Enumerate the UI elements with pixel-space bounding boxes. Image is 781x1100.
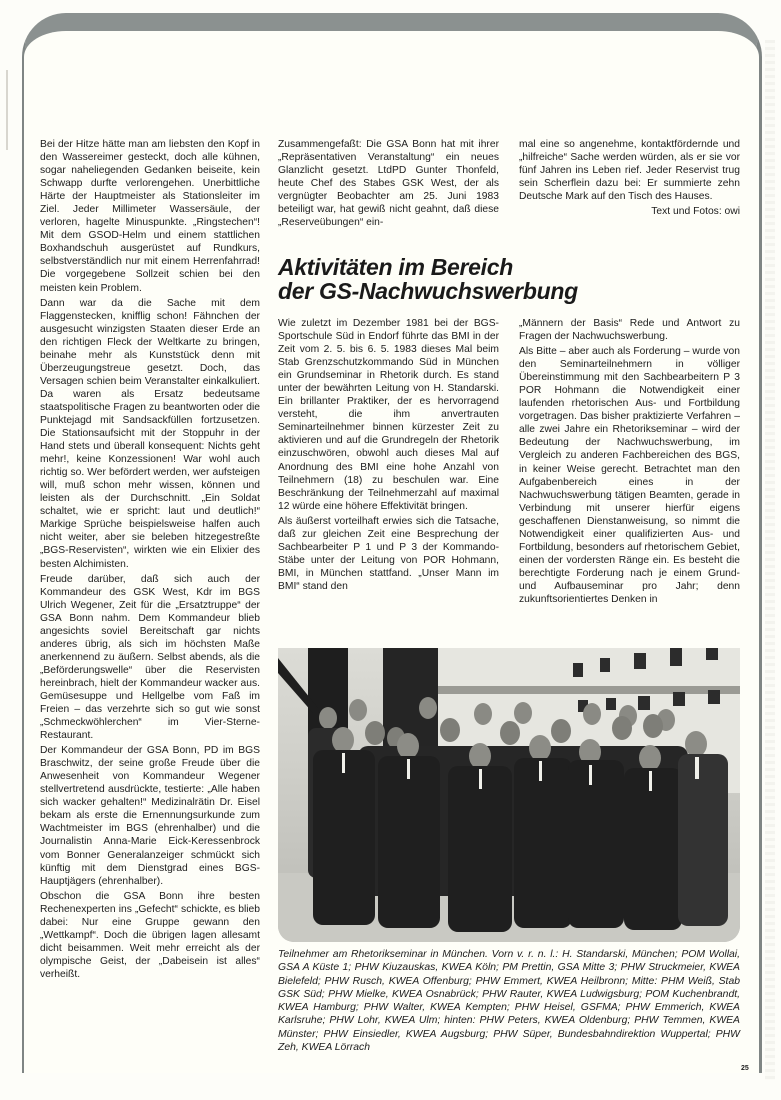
article1-column-2 [278,138,499,229]
article2-headline [278,255,748,303]
paragraph: Wie zuletzt im Dezember 1981 bei der BGS-Sportschule Süd in Endorf führte das BMI in der Zeit vom 2. 5. bis 6. 5. 1983 dieses Mal beim Stab Grenzschutzkommando Süd in München ein Grundseminar in Rhetorik durch. Es stand unter der bewährten Leitung von H. Standarski. Ein brillanter Praktiker, der es hervorragend versteht, die ihm anvertrauten Seminarteilnehmer binnen kürzester Zeit zu aktivieren und auf die Grundregeln der Rhetorik einzuschwören, obwohl auch dieses Mal auf Anordnung des BMI eine hohe Anzahl von Teilnehmern (18) zu beschulen war. Eine Beschränkung der Teilnehmerzahl auf maximal 12 würde eine höhere Effektivität bringen. [278,318,499,512]
page-edge-left [6,70,8,150]
paragraph: Obschon die GSA Bonn ihre besten Rechenexperten ins „Gefecht“ schickte, es blieb dabei: Nur eine Gruppe gewann den „Wettkampf“. Doch die übrigen lagen allesamt dicht beisammen. Weit mehr erreicht als der olympische Geist, der „Dabeisein ist alles“ verheißt. [40,890,260,980]
paragraph: Der Kommandeur der GSA Bonn, PD im BGS Braschwitz, der seine große Freude über die Anwesenheit von Kommandeur Wegener stellvertretend ausdrückte, testierte: „Alle haben sich wacker gehalten!“ Medizinalrätin Dr. Eisel bekam als erste die Ernennungsurkunde zum Wachtmeister im BGS (ehrenhalber) und die Journalistin Anna-Marie Eick-Keressenbrock vom Bonner Generalanzeiger schmückt sich künftig mit dem Dienstgrad eines BGS-Hauptjägers (ehrenhalber). [40,745,260,887]
article1-column-3 [519,138,740,218]
photo-caption: Teilnehmer am Rhetorikseminar in München. Vorn v. r. n. l.: H. Standarski, München; POM Wollai, GSA A Küste 1; PHW Kiuzauskas, KWEA Köln; PM Prettin, GSA Mitte 3; PHW Struckmeier, KWEA Bielefeld; PHW Rusch, KWEA Offenburg; PHW Emmert, KWEA Heilbronn; Mitte: PHM Weiß, Stab GSK Süd; PHW Mielke, KWEA Osnabrück; PHW Rauter, KWEA Ludwigsburg; POM Kuchenbrandt, KWEA Hamburg; PHW Walter, KWEA Kempten; PHW Heisel, GSFMA; PHW Emmerich, KWEA Karlsruhe; PHW Lohr, KWEA Ulm; hinten: PHW Peters, KWEA Oldenburg; PHW Temmen, KWEA Münster; PHW Einsiedler, KWEA Augsburg; PHW Süper, Bundesbahndirektion Wuppertal; PHW Zeh, KWEA Lörrach [278,949,740,1054]
paragraph: Zusammengefaßt: Die GSA Bonn hat mit ihrer „Repräsentativen Veranstaltung“ ein neues Glanzlicht gesetzt. LtdPD Gunter Thonfeld, heute Chef des Stabes GSK West, der als vergnügter Beobachter am 25. Juni 1983 beteiligt war, hat gewiß nicht geahnt, daß diese „Reserveübungen“ ein- [278,139,499,229]
paragraph: Dann war da die Sache mit dem Flaggenstecken, knifflig schon! Fähnchen der ausgesucht winzigsten Staaten dieser Erde an den richtigen Fleck der Weltkarte zu bringen, beinahe mehr als Kunststück denn mit Überzeugungstreue gesetzt. Doch, das Versagen schien beim Veranstalter einkalkuliert. Da waren als Ersatz bedeutsame staatspolitische Fragen zu beantworten oder die Punktejagd mit Sandsackfüllen fortzusetzen. Die Stationsaufsicht mit der Stoppuhr in der Hand stets und überall konsequent: Nichts geht mehr!, keine Konzessionen! War wohl auch richtig so. Wer befördert werden, wer aufsteigen will, muß schon mehr wissen, können und leisten als der Durchschnitt. „Ein Soldat schaltet, wie er spricht: laut und deutlich!“ Markige Sprüche beispielsweise halfen auch nicht weiter, aber sie beleben hitzegestreßte „BGS-Reservisten“, wirkten wie ein Elixier des besten Alchimisten. [40,297,260,570]
group-photo [278,648,740,942]
article2-column-2 [519,317,740,606]
headline-line-2: der GS-Nachwuchswerbung [278,278,578,304]
page-number: 25 [741,1065,749,1072]
group-photo-illustration [278,648,740,942]
page-edge-right [765,40,775,1080]
paragraph: Bei der Hitze hätte man am liebsten den Kopf in den Wassereimer gesteckt, doch alle kühnen, sogar naheliegenden Gedanken beiseite, kein Schwapp durfte verlorengehen. Unerbittliche Härte der Hauptmeister als Stationsleiter im Ziel. Jeder Millimeter Wassersäule, der verloren, hagelte Minuspunkte. „Ringstechen“! Mit dem GSOD-Helm und einem stattlichen Boxhandschuh ausgerüstet auf Rundkurs, selbstverständlich nur mit einem Herrenfahrrad! Die vorgegebene Sollzeit schien bei den meisten kein Problem. [40,139,260,294]
paragraph: mal eine so angenehme, kontaktfördernde und „hilfreiche“ Sache werden würden, als er sie vor fünf Jahren ins Leben rief. Jeder Reservist trug sein Scherflein dazu bei: Er summierte zehn Deutsche Mark auf den Tisch des Hauses. [519,139,740,203]
headline-line-1: Aktivitäten im Bereich [278,254,513,280]
paragraph: „Männern der Basis“ Rede und Antwort zu Fragen der Nachwuchswerbung. [519,318,740,343]
photo-credit: Text und Fotos: owi [651,206,740,218]
paragraph: Freude darüber, daß sich auch der Kommandeur des GSK West, Kdr im BGS Ulrich Wegener, Zeit für die „Ersatztruppe“ der GSA Bonn nahm. Dem Kommandeur blieb angesichts soviel Bereitschaft gar nichts anderes übrig, als sich im höchsten Maße anerkennend zu äußern. Selbst abends, als die „Beförderungswelle“ über die Reservisten hereinbrach, hielt der Kommandeur wacker aus. Gemüsesuppe und Hellgelbe vom Faß im Freien – das verzehrte sich so gut wie sonst „Schmeckwöhlerchen“ im Vier-Sterne-Restaurant. [40,573,260,742]
paragraph: Als Bitte – aber auch als Forderung – wurde von den Seminarteilnehmern in völliger Übereinstimmung mit den Sachbearbeitern P 3 POR Hohmann die Notwendigkeit einer laufenden rhetorischen Aus- und Fortbildung vorgetragen. Das bisher praktizierte Verfahren – alle zwei Jahre ein Rhetorikseminar – wird der Bedeutung der Nachwuchswerbung, im Vergleich zu anderen Fachbereichen des BGS, in keiner Weise gerecht. Betrachtet man den Aufgabenbereich eines in der Nachwuchswerbung tätigen Beamten, gerade in Verbindung mit unserer hierfür eigens geschaffenen Dienstanweisung, so nimmt die Notwendigkeit einer qualifizierten Aus- und Fortbildung, besonders auf rhetorischem Gebiet, einen der vordersten Ränge ein. Es besteht die berechtigte Forderung nach je einem Grund- und Aufbauseminar pro Jahr; denn zukunftsorientiertes Denken in [519,346,740,605]
article1-column-1 [40,138,260,981]
paragraph: Als äußerst vorteilhaft erwies sich die Tatsache, daß zur gleichen Zeit eine Besprechung der Sachbearbeiter P 1 und P 3 der Kommando-Stäbe unter der Leitung von POR Hohmann, BMI, in München stattfand. „Unser Mann im BMI“ stand den [278,515,499,592]
article2-column-1 [278,317,499,593]
